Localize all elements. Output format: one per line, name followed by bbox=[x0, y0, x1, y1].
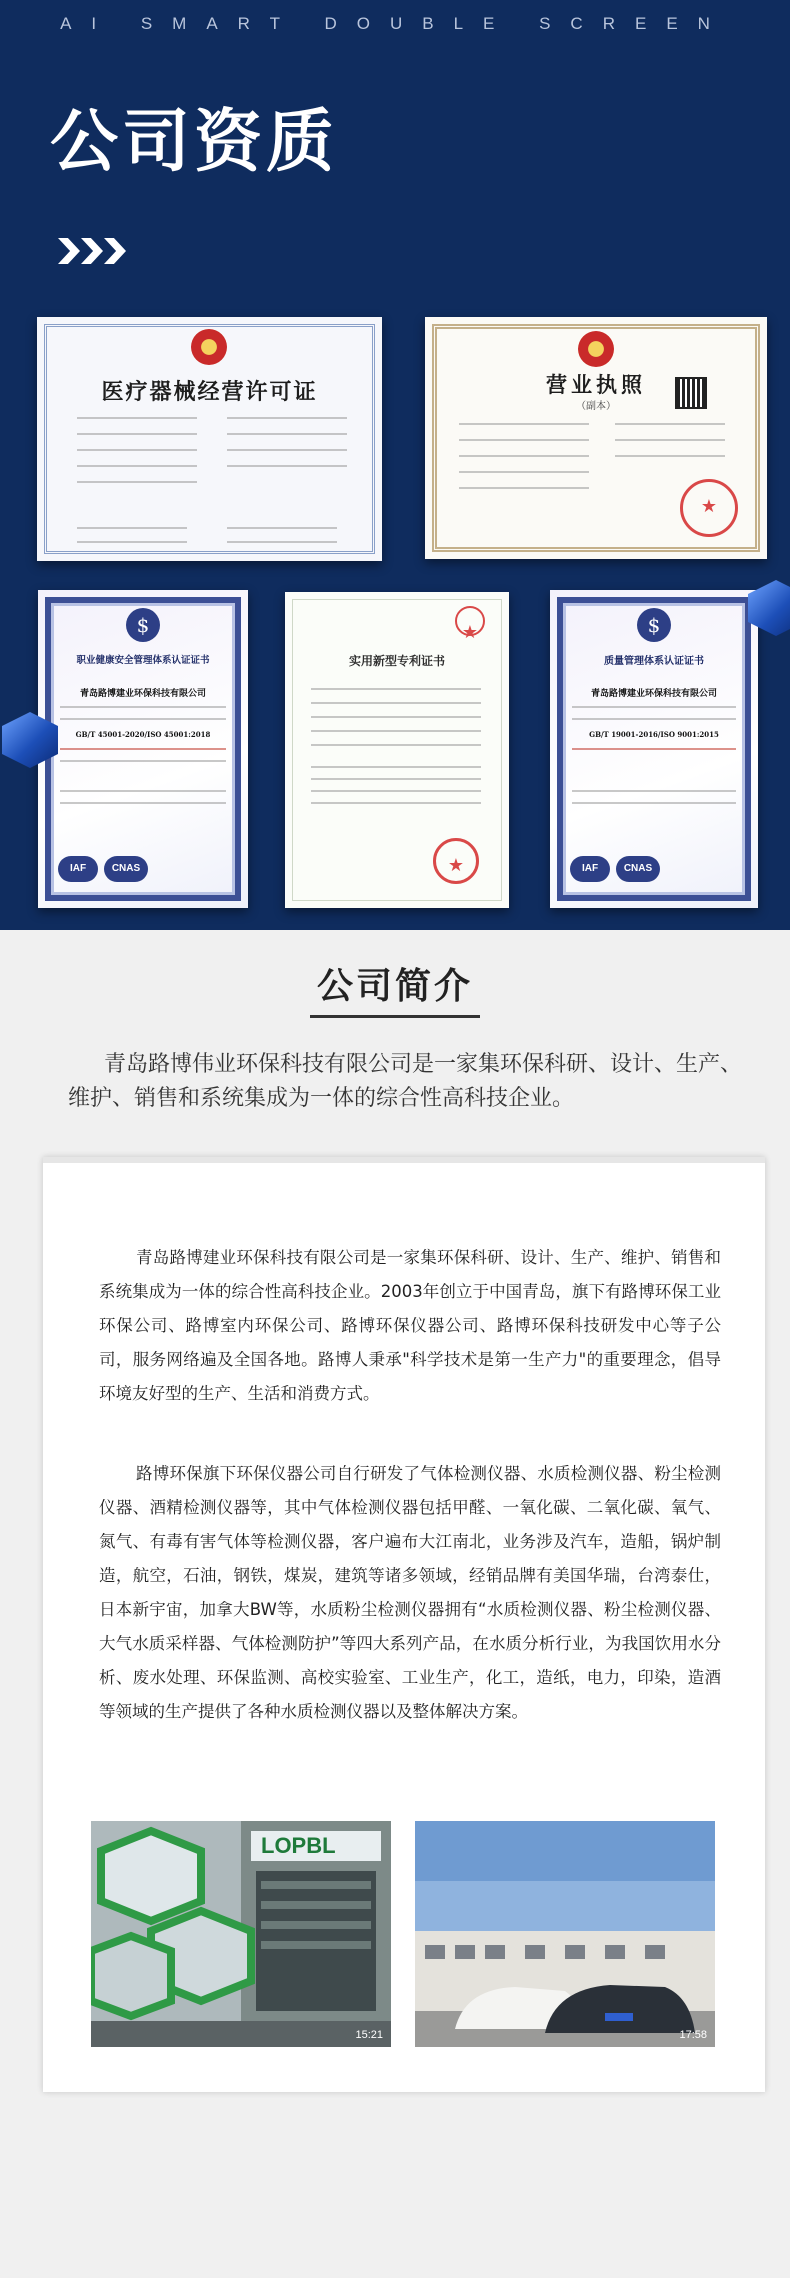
medical-license-title: 医疗器械经营许可证 bbox=[101, 379, 318, 405]
certificate-ohs bbox=[38, 590, 248, 908]
certificate-quality bbox=[550, 590, 758, 908]
red-seal-icon bbox=[455, 606, 485, 636]
certificate-business-license bbox=[425, 317, 767, 559]
company-detail-panel bbox=[43, 1157, 765, 2092]
banner-title: 公司资质 bbox=[50, 103, 339, 182]
ohs-standard: GB/T 45001-2020/ISO 45001:2018 bbox=[75, 730, 211, 739]
business-license-subtitle: （副本） bbox=[576, 401, 616, 412]
national-emblem-icon bbox=[578, 331, 614, 367]
section-title-underline bbox=[310, 1015, 480, 1018]
red-seal-icon bbox=[680, 479, 738, 537]
quality-title: 质量管理体系认证证书 bbox=[604, 656, 704, 667]
intro-summary: 青岛路博伟业环保科技有限公司是一家集环保科研、设计、生产、维护、销售和系统集成为一体的综合性高科技企业。 bbox=[68, 1052, 743, 1111]
iaf-badge: IAF bbox=[570, 856, 610, 882]
certificate-patent bbox=[285, 592, 509, 908]
photo-timestamp: 17:58 bbox=[679, 2029, 707, 2041]
cnas-badge: CNAS bbox=[104, 856, 148, 882]
qr-code-icon bbox=[675, 377, 707, 409]
national-emblem-icon bbox=[191, 329, 227, 365]
cnas-badge: CNAS bbox=[616, 856, 660, 882]
red-seal-icon bbox=[433, 838, 479, 884]
ohs-company: 青岛路博建业环保科技有限公司 bbox=[79, 689, 206, 699]
quality-company: 青岛路博建业环保科技有限公司 bbox=[590, 689, 717, 699]
patent-title: 实用新型专利证书 bbox=[348, 654, 445, 668]
section-title: 公司简介 bbox=[316, 966, 473, 1007]
qualifications-banner bbox=[0, 0, 790, 930]
company-paragraph-1: 青岛路博建业环保科技有限公司是一家集环保科研、设计、生产、维护、销售和系统集成为一体的综合性高科技企业。2003年创立于中国青岛，旗下有路博环保工业环保公司、路博室内环保公司、路博环保仪器公司、路博环保科技研发中心等子公司，服务网络遍及全国各地。路博人秉承"科学技术是第一生产力"的重要理念，倡导环境友好型的生产、生活和消费方式。 bbox=[99, 1248, 721, 1403]
iaf-badge: IAF bbox=[58, 856, 98, 882]
company-paragraph-2: 路博环保旗下环保仪器公司自行研发了气体检测仪器、水质检测仪器、粉尘检测仪器、酒精检测仪器等，其中气体检测仪器包括甲醛、一氧化碳、二氧化碳、氧气、氮气、有毒有害气体等检测仪器，客户遍布大江南北，业务涉及汽车，造船，锅炉制造，航空，石油，钢铁，煤炭，建筑等诸多领域，经销品牌有美国华瑞，台湾泰仕，日本新宇宙，加拿大BW等，水质粉尘检测仪器拥有“水质检测仪器、粉尘检测仪器、大气水质采样器、气体检测防护”等四大系列产品，在水质分析行业，为我国饮用水分析、废水处理、环保监测、高校实验室、工业生产，化工，造纸，电力，印染，造酒等领域的生产提供了各种水质检测仪器以及整体解决方案。 bbox=[99, 1464, 721, 1721]
building-photo bbox=[415, 1821, 715, 2047]
certificate-medical-license bbox=[37, 317, 382, 561]
svg-text:LOPBL: LOPBL bbox=[261, 1833, 336, 1858]
photo-timestamp: 15:21 bbox=[355, 2029, 383, 2041]
chevrons-icon bbox=[58, 238, 127, 264]
showroom-photo bbox=[91, 1821, 391, 2047]
banner-subtitle: AI SMART DOUBLE SCREEN bbox=[60, 14, 730, 33]
ohs-title: 职业健康安全管理体系认证证书 bbox=[76, 655, 210, 666]
certification-logo-icon: $ bbox=[637, 608, 671, 642]
quality-standard: GB/T 19001-2016/ISO 9001:2015 bbox=[589, 730, 719, 739]
showroom-photo-illustration bbox=[91, 1821, 391, 2047]
business-license-title: 营业执照 bbox=[546, 372, 646, 397]
certification-logo-icon: $ bbox=[126, 608, 160, 642]
building-photo-illustration bbox=[415, 1821, 715, 2047]
